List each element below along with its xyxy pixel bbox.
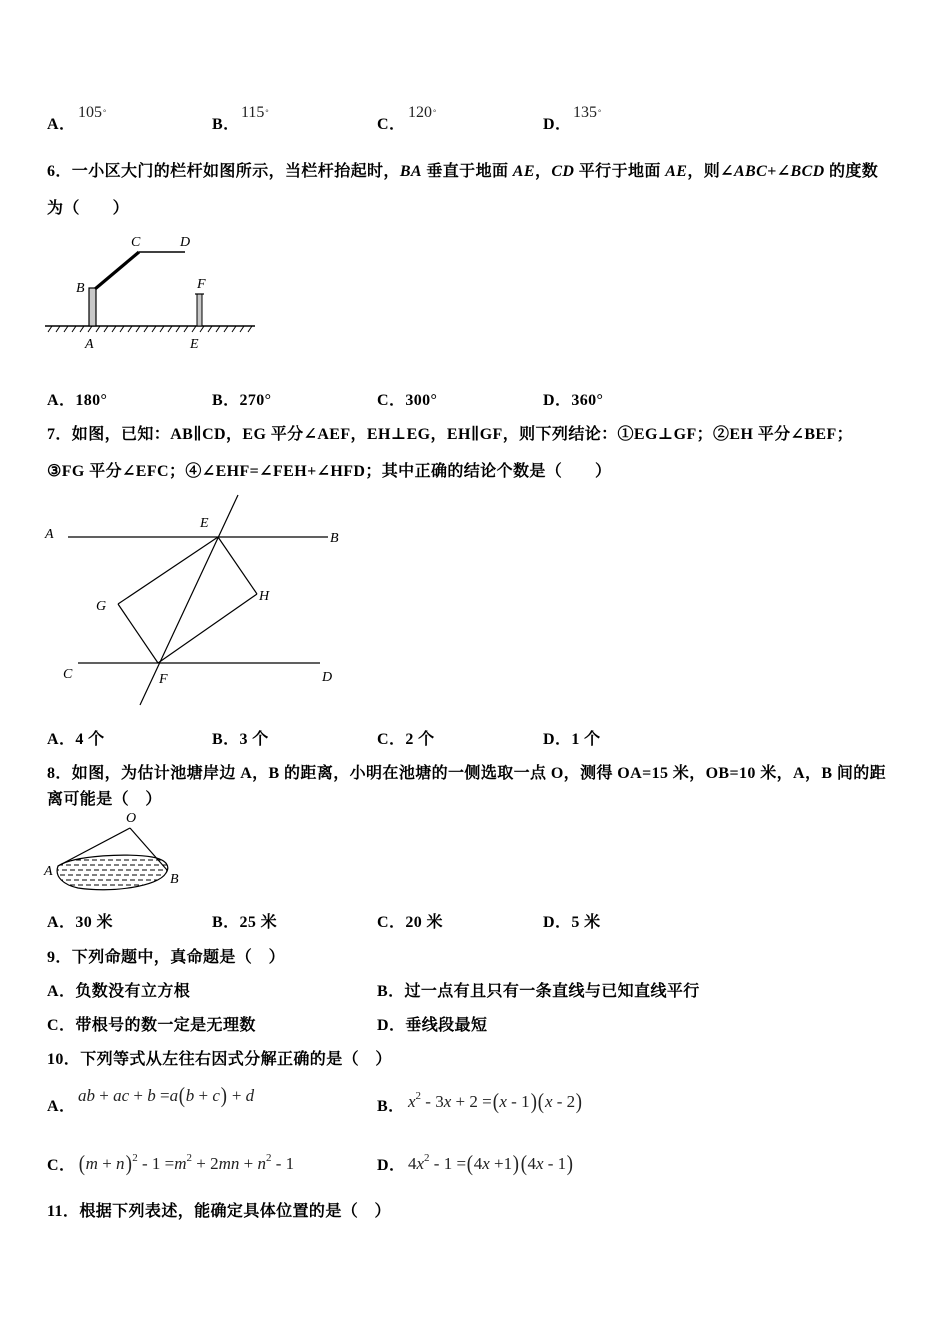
q6-option-b — [212, 391, 271, 411]
text-segment: - 1 — [543, 1154, 567, 1173]
option-label: C． — [377, 731, 406, 748]
text-segment: n — [257, 1154, 266, 1173]
text-segment: ( — [520, 1151, 527, 1176]
text-segment: +1 — [489, 1154, 513, 1173]
option-label: D． — [543, 914, 572, 931]
q9-option-c — [47, 1016, 256, 1036]
angle-value: 115 — [241, 104, 265, 121]
text-segment: - 1 — [506, 1092, 530, 1111]
arm-bc — [95, 252, 139, 289]
option-label: B． — [212, 731, 240, 748]
q6-option-a — [47, 391, 107, 411]
angle-value: 105 — [78, 104, 102, 121]
text-segment: a — [169, 1086, 179, 1105]
option-label: B． — [377, 983, 405, 1000]
text-segment: ( — [492, 1089, 499, 1114]
option-text: 300° — [405, 392, 438, 409]
degree-symbol: ° — [103, 108, 107, 117]
option-text: 30 米 — [75, 914, 113, 931]
text-segment: x — [443, 1092, 452, 1111]
segment-gf — [118, 604, 158, 663]
label-o: O — [126, 811, 137, 826]
text-segment: x — [416, 1154, 425, 1173]
option-d-label: D． — [543, 116, 572, 133]
q8-stem-line2: 离可能是（ ） — [47, 791, 162, 808]
option-text: 带根号的数一定是无理数 — [75, 1017, 256, 1034]
q7-option-a — [47, 730, 105, 750]
q8-stem-line1: 8．如图，为估计池塘岸边 A，B 的距离，小明在池塘的一侧选取一点 O，测得 OA=15 米，OB=10 米，A，B 间的距 — [47, 765, 887, 782]
option-label: B． — [212, 392, 240, 409]
label-a: A — [45, 527, 54, 542]
label-b: B — [330, 531, 339, 546]
q10-option-a-label: A． — [47, 1098, 76, 1115]
text-segment: + — [129, 1086, 148, 1105]
text-segment: 2 — [186, 1152, 192, 1164]
q9-option-a — [47, 982, 190, 1002]
label-e: E — [190, 337, 199, 352]
text-segment: x — [544, 1092, 553, 1111]
text-segment: ) — [512, 1151, 520, 1176]
label-a: A — [85, 337, 94, 352]
label-d: D — [180, 235, 191, 250]
label-c: C — [131, 235, 141, 250]
text-segment: ) — [530, 1089, 537, 1114]
text-segment: b — [185, 1086, 195, 1105]
text-segment: BCD — [790, 163, 825, 180]
option-label: C． — [377, 914, 406, 931]
option-text: 2 个 — [405, 731, 435, 748]
text-segment: ( — [466, 1151, 474, 1176]
text-segment: + — [227, 1086, 246, 1105]
q9-stem: 9．下列命题中，真命题是（ ） — [47, 949, 286, 966]
text-segment: 4 — [473, 1154, 483, 1173]
post-ef — [197, 294, 202, 326]
q7-stem-line1: 7．如图，已知：AB∥CD，EG 平分∠AEF，EH⊥EG，EH∥GF，则下列结论：①EG⊥GF；②EH 平分∠BEF； — [47, 426, 854, 443]
transversal-ef — [140, 495, 238, 705]
q10-formula-b — [408, 1084, 583, 1114]
q8-pond-figure — [40, 805, 190, 895]
q10-option-b-label: B． — [377, 1098, 405, 1115]
option-text: 25 米 — [239, 914, 278, 931]
option-text: 垂线段最短 — [405, 1017, 488, 1034]
label-f: F — [197, 277, 206, 292]
text-segment: ∠ — [776, 163, 791, 180]
text-segment: + — [97, 1154, 117, 1173]
q8-option-c — [377, 913, 443, 933]
option-label: A． — [47, 392, 76, 409]
q6-stem-line1 — [47, 162, 878, 182]
text-segment: x — [535, 1154, 544, 1173]
q9-option-b — [377, 982, 700, 1002]
q8-option-d — [543, 913, 601, 933]
q11-stem: 11．根据下列表述，能确定具体位置的是（ ） — [47, 1203, 391, 1220]
text-segment: 平行于地面 — [574, 163, 666, 180]
q10-formula-a — [78, 1084, 254, 1108]
text-segment: + — [95, 1086, 114, 1105]
q6-stem-line2: 为（ ） — [47, 200, 130, 217]
text-segment: ( — [178, 1083, 186, 1108]
text-segment: ) — [575, 1089, 583, 1114]
ground-hatch — [48, 326, 252, 332]
text-segment: ab — [78, 1086, 95, 1105]
option-text: 180° — [75, 392, 108, 409]
q8-option-b — [212, 913, 277, 933]
option-a-label: A． — [47, 116, 76, 133]
option-text: 3 个 — [239, 731, 269, 748]
text-segment: - 1 = — [429, 1154, 467, 1173]
text-segment: ， — [534, 163, 552, 180]
option-label: C． — [377, 392, 406, 409]
text-segment: 6．一小区大门的栏杆如图所示，当栏杆抬起时， — [47, 163, 400, 180]
text-segment: BA — [399, 163, 422, 180]
text-segment: m — [174, 1154, 187, 1173]
option-label: D． — [377, 1017, 406, 1034]
text-segment: + — [239, 1154, 258, 1173]
option-label: A． — [47, 731, 76, 748]
label-f: F — [159, 672, 168, 687]
q8-option-a — [47, 913, 113, 933]
option-a-value — [78, 103, 106, 123]
text-segment: x — [408, 1092, 416, 1111]
post-ab — [89, 288, 96, 326]
option-c-value — [408, 103, 436, 123]
text-segment: n — [116, 1154, 125, 1173]
q6-option-c — [377, 391, 437, 411]
q10-option-d-label: D． — [377, 1157, 406, 1174]
q9-option-d — [377, 1016, 487, 1036]
text-segment: mn — [218, 1154, 240, 1173]
angle-value: 120 — [408, 104, 432, 121]
degree-symbol: ° — [265, 108, 269, 117]
text-segment: AE — [665, 163, 688, 180]
text-segment: ABC+ — [733, 163, 777, 180]
option-text: 4 个 — [75, 731, 105, 748]
text-segment: ac — [113, 1086, 130, 1105]
degree-symbol: ° — [598, 108, 602, 117]
option-label: D． — [543, 392, 572, 409]
text-segment: 2 — [265, 1152, 272, 1164]
segment-eh — [218, 537, 257, 594]
label-e: E — [200, 516, 209, 531]
text-segment: 垂直于地面 — [421, 163, 513, 180]
text-segment: - 2 — [552, 1092, 576, 1111]
text-segment: x — [499, 1092, 507, 1111]
text-segment: x — [482, 1154, 490, 1173]
text-segment: m — [85, 1154, 98, 1173]
option-text: 270° — [239, 392, 272, 409]
q7-option-c — [377, 730, 435, 750]
pond-water-dashes — [50, 860, 172, 890]
label-c: C — [63, 667, 73, 682]
angle-value: 135 — [573, 104, 597, 121]
text-segment: = — [155, 1086, 170, 1105]
option-label: B． — [212, 914, 240, 931]
q6-option-d — [543, 391, 603, 411]
option-label: C． — [47, 1017, 76, 1034]
text-segment: ) — [566, 1151, 574, 1176]
segment-hf — [158, 594, 257, 663]
text-segment: d — [245, 1086, 255, 1105]
text-segment: 4 — [527, 1154, 536, 1173]
degree-symbol: ° — [433, 108, 437, 117]
q10-formula-d — [408, 1146, 574, 1176]
text-segment: ) — [220, 1083, 227, 1108]
option-d-value — [573, 103, 601, 123]
segment-ob — [130, 828, 167, 870]
option-text: 20 米 — [405, 914, 443, 931]
text-segment: - 1 = — [137, 1154, 175, 1173]
text-segment: ) — [125, 1151, 132, 1176]
q7-stem-line2: ③FG 平分∠EFC；④∠EHF=∠FEH+∠HFD；其中正确的结论个数是（ ） — [47, 463, 612, 480]
text-segment: 的度数 — [824, 163, 879, 180]
option-b-value — [241, 103, 269, 123]
text-segment: 2 — [415, 1090, 422, 1102]
option-text: 过一点有且只有一条直线与已知直线平行 — [404, 983, 700, 1000]
text-segment: ，则∠ — [687, 163, 734, 180]
label-a: A — [44, 864, 53, 879]
label-h: H — [259, 589, 270, 604]
q10-option-c-label: C． — [47, 1157, 76, 1174]
option-label: A． — [47, 914, 76, 931]
label-d: D — [322, 670, 333, 685]
text-segment: CD — [551, 163, 575, 180]
option-text: 360° — [571, 392, 604, 409]
option-label: D． — [543, 731, 572, 748]
option-text: 1 个 — [571, 731, 601, 748]
q6-gate-figure — [40, 230, 260, 355]
q7-option-d — [543, 730, 601, 750]
text-segment: ( — [78, 1151, 85, 1176]
text-segment: + 2 = — [451, 1092, 492, 1111]
q7-parallel-lines-figure — [40, 490, 350, 715]
text-segment: b — [147, 1086, 156, 1105]
text-segment: AE — [512, 163, 535, 180]
option-text: 5 米 — [571, 914, 601, 931]
text-segment: ( — [537, 1089, 545, 1114]
label-b: B — [76, 281, 85, 296]
q10-formula-c — [78, 1146, 294, 1176]
text-segment: 4 — [408, 1154, 417, 1173]
label-b: B — [170, 872, 179, 887]
q10-stem: 10．下列等式从左往右因式分解正确的是（ ） — [47, 1051, 392, 1068]
option-label: A． — [47, 983, 76, 1000]
option-b-label: B． — [212, 116, 240, 133]
text-segment: 2 — [132, 1152, 138, 1164]
option-c-label: C． — [377, 116, 406, 133]
text-segment: - 3 — [421, 1092, 444, 1111]
option-text: 负数没有立方根 — [75, 983, 191, 1000]
text-segment: 2 — [424, 1152, 430, 1164]
text-segment: - 1 — [271, 1154, 295, 1173]
text-segment: + — [194, 1086, 213, 1105]
q7-option-b — [212, 730, 269, 750]
label-g: G — [96, 599, 107, 614]
text-segment: c — [212, 1086, 220, 1105]
text-segment: + 2 — [192, 1154, 219, 1173]
